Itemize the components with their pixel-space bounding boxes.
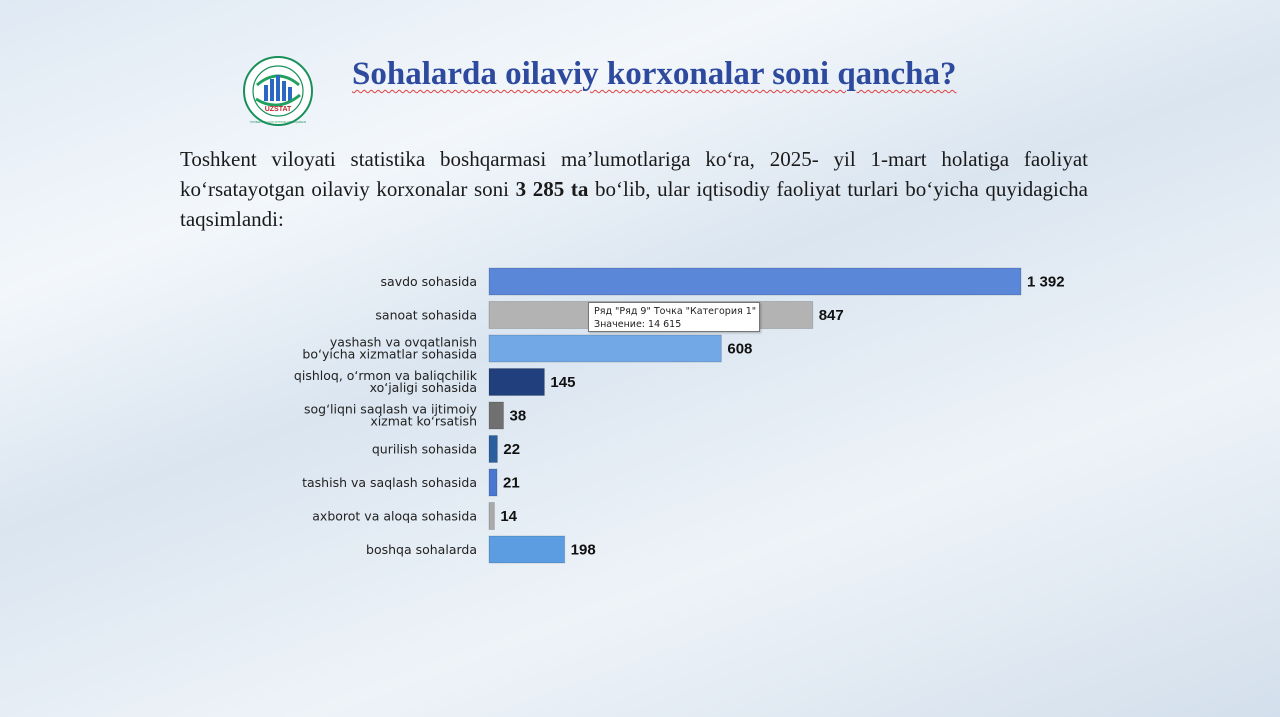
bar-3[interactable] <box>489 369 544 396</box>
intro-total-count: 3 285 ta <box>515 177 589 201</box>
bar-2[interactable] <box>489 335 721 362</box>
category-label-3-0: qishloq, o‘rmon va baliqchilik <box>293 368 477 383</box>
category-label-1-0: sanoat sohasida <box>375 307 477 323</box>
category-label-8-0: boshqa sohalarda <box>366 542 477 557</box>
category-label-0-0: savdo sohasida <box>380 274 477 289</box>
tooltip-value-line: Значение: 14 615 <box>594 319 682 330</box>
value-label-5: 22 <box>503 441 521 458</box>
logo-text: UZSTAT <box>264 106 292 113</box>
value-label-2: 608 <box>727 340 753 358</box>
value-label-4: 38 <box>509 407 527 425</box>
intro-text-part2: bo‘lib, ular iqtisodiy faoliyat turlari bo‘yicha quyidagicha taqsimlandi: <box>180 177 1089 231</box>
page-title: Sohalarda oilaviy korxonalar soni qancha? <box>352 56 957 92</box>
value-label-0: 1 392 <box>1027 273 1065 291</box>
logo-ring-text: TOSHKENT VILOYATI STATISTIKA BOSHQARMASI <box>249 121 307 124</box>
value-label-3: 145 <box>550 374 576 391</box>
bar-7[interactable] <box>489 503 494 530</box>
tooltip-series-line: Ряд "Ряд 9" Точка "Категория 1" <box>594 306 757 317</box>
value-label-1: 847 <box>818 307 844 324</box>
category-label-3-1: xo‘jaligi sohasida <box>369 380 477 395</box>
category-label-4-0: sog‘liqni saqlash va ijtimoiy <box>303 401 477 417</box>
category-label-5-0: qurilish sohasida <box>371 441 477 457</box>
category-label-2-1: bo‘yicha xizmatlar sohasida <box>302 346 477 362</box>
chart-tooltip <box>588 302 760 332</box>
bar-0[interactable] <box>489 268 1021 295</box>
bar-8[interactable] <box>489 536 565 563</box>
category-label-7-0: axborot va aloqa sohasida <box>312 508 477 524</box>
category-label-4-1: xizmat ko‘rsatish <box>370 413 477 429</box>
intro-text-part1: Toshkent viloyati statistika boshqarmasi ma’lumotlariga ko‘ra, 2025- yil 1-mart holatiga faoliyat ko‘rsatayotgan oilaviy korxonalar soni <box>180 147 1088 201</box>
category-label-6-0: tashish va saqlash sohasida <box>302 475 477 490</box>
value-label-6: 21 <box>503 474 520 492</box>
bar-6[interactable] <box>489 469 497 496</box>
bar-5[interactable] <box>489 436 497 463</box>
category-label-2-0: yashash va ovqatlanish <box>329 334 477 350</box>
bar-4[interactable] <box>489 402 504 429</box>
value-label-8: 198 <box>570 541 596 559</box>
value-label-7: 14 <box>500 508 518 525</box>
